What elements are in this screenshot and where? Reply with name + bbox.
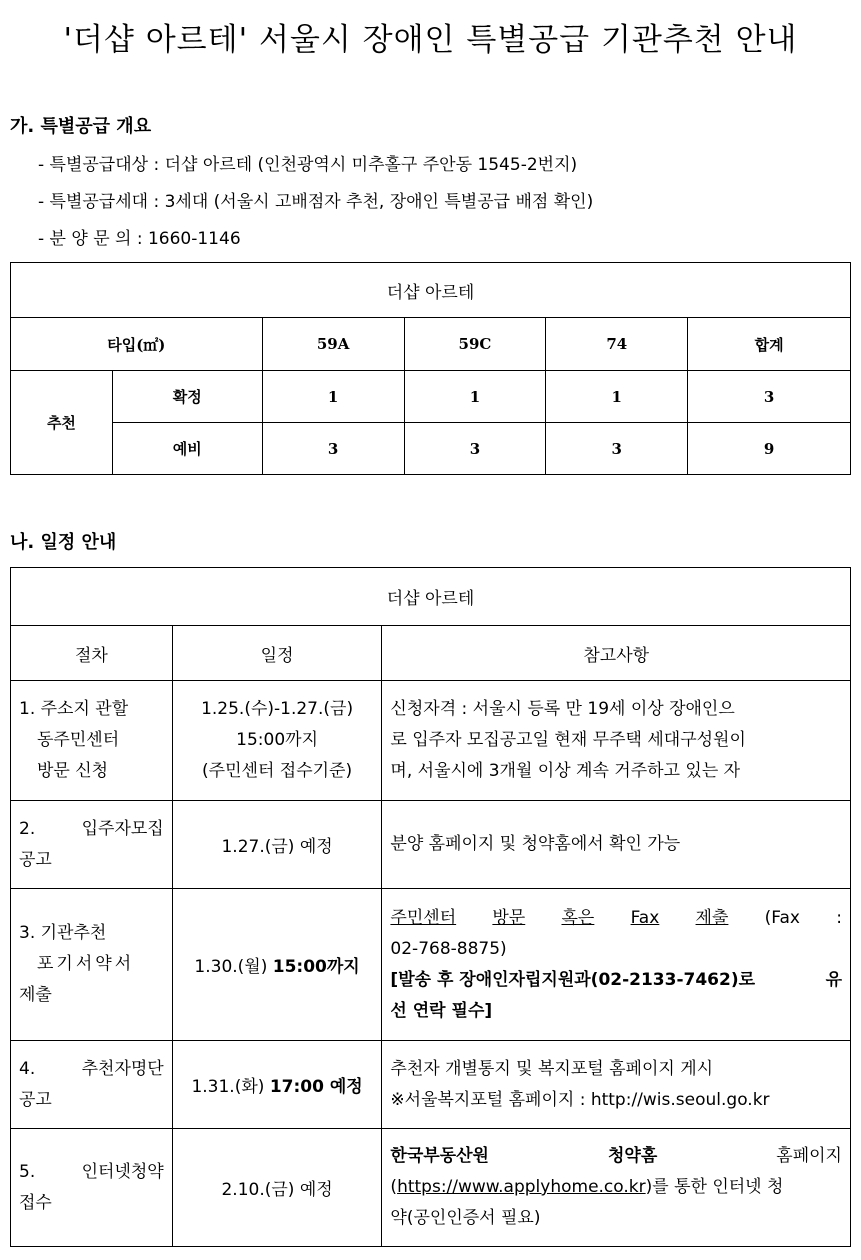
info-contact: - 분 양 문 의 : 1660-1146 [38, 229, 241, 249]
note-text: 청약홈 [607, 1146, 658, 1166]
header-step: 절차 [11, 626, 173, 681]
note-text: 혹은 [561, 907, 595, 928]
note-text: (Fax [764, 907, 800, 928]
table-row [11, 889, 851, 1041]
step-text: 5. [19, 1161, 36, 1182]
header-note: 참고사항 [382, 626, 851, 681]
note-text: 추천자 개별통지 및 복지포털 홈페이지 게시 [390, 1058, 714, 1079]
col-59c: 59C [404, 318, 546, 371]
note-text: ( [390, 1177, 398, 1197]
supply-table [10, 262, 851, 475]
note-text: 선 연락 필수] [390, 1000, 493, 1021]
date-text: 2.10.(금) 예정 [172, 1129, 382, 1247]
date-text: 15:00까지 [236, 730, 318, 750]
col-74: 74 [546, 318, 688, 371]
info-target: - 특별공급대상 : 더샵 아르테 (인천광역시 미추홀구 주안동 1545-2번지) [38, 155, 578, 175]
table-row [11, 1129, 851, 1247]
note-text: 신청자격 : 서울시 등록 만 19세 이상 장애인으 [390, 699, 735, 719]
step-text: 공고 [19, 849, 52, 870]
schedule-table [10, 567, 851, 1247]
step-text: 인터넷청약 [81, 1161, 164, 1182]
date-text: (주민센터 접수기준) [202, 761, 353, 781]
cell-value: 3 [404, 423, 546, 475]
col-total: 합계 [688, 318, 851, 371]
section-b-heading: 나. 일정 안내 [10, 532, 117, 553]
date-text: 1.27.(금) 예정 [172, 801, 382, 889]
note-text: : [836, 907, 842, 928]
step-text: 제출 [19, 985, 52, 1005]
step-text: 4. [19, 1058, 36, 1079]
applyhome-link[interactable]: https://www.applyhome.co.kr [397, 1177, 646, 1197]
date-text: 1.31.(화) [191, 1077, 265, 1097]
row-group-label: 추천 [11, 371, 113, 475]
note-text: Fax [630, 907, 660, 928]
fax-number: 02-768-8875) [390, 938, 507, 959]
note-text: )를 통한 인터넷 청 [645, 1177, 784, 1197]
note-text: 분양 홈페이지 및 청약홈에서 확인 가능 [382, 801, 851, 889]
info-units: - 특별공급세대 : 3세대 (서울시 고배점자 추천, 장애인 특별공급 배점 확인) [38, 192, 594, 212]
note-text: 유 [825, 969, 842, 990]
cell-value: 1 [546, 371, 688, 423]
step-text: 동주민센터 [37, 730, 120, 750]
note-text: 홈페이지 [776, 1146, 842, 1166]
date-deadline: 17:00 예정 [269, 1077, 363, 1097]
step-text: 3. 기관추천 [19, 923, 107, 943]
page-title: '더샵 아르테' 서울시 장애인 특별공급 기관추천 안내 [63, 22, 798, 58]
step-text: 1. 주소지 관할 [19, 699, 129, 719]
step-text: 접수 [19, 1192, 52, 1213]
header-date: 일정 [172, 626, 382, 681]
step-text: 방문 신청 [37, 761, 109, 781]
note-text: 약(공인인증서 필요) [390, 1208, 541, 1228]
row-label-confirmed: 확정 [112, 371, 262, 423]
supply-table-title: 더샵 아르테 [11, 263, 851, 318]
note-text: 한국부동산원 [390, 1146, 489, 1166]
step-text: 추천자명단 [81, 1058, 164, 1079]
date-deadline: 15:00까지 [272, 957, 360, 977]
table-row [11, 801, 851, 889]
type-label: 타입(㎡) [11, 318, 263, 371]
step-text: 입주자모집 [81, 818, 164, 839]
note-text: [발송 후 장애인자립지원과(02-2133-7462)로 [390, 969, 756, 990]
cell-value: 9 [688, 423, 851, 475]
row-label-reserve: 예비 [112, 423, 262, 475]
note-text: ※서울복지포털 홈페이지 : http://wis.seoul.go.kr [390, 1089, 770, 1110]
note-text: 주민센터 [390, 907, 457, 928]
step-text: 2. [19, 818, 36, 839]
table-row [11, 1041, 851, 1129]
table-row [11, 681, 851, 801]
step-text: 공고 [19, 1089, 52, 1110]
date-text: 1.30.(월) [194, 957, 268, 977]
note-text: 제출 [695, 907, 729, 928]
note-text: 방문 [492, 907, 526, 928]
col-59a: 59A [262, 318, 404, 371]
cell-value: 1 [404, 371, 546, 423]
cell-value: 3 [688, 371, 851, 423]
cell-value: 1 [262, 371, 404, 423]
note-text: 며, 서울시에 3개월 이상 계속 거주하고 있는 자 [390, 761, 741, 781]
date-text: 1.25.(수)-1.27.(금) [201, 699, 354, 719]
cell-value: 3 [262, 423, 404, 475]
schedule-table-title: 더샵 아르테 [11, 568, 851, 626]
note-text: 로 입주자 모집공고일 현재 무주택 세대구성원이 [390, 730, 746, 750]
step-text: 포기서약서 [37, 954, 135, 974]
cell-value: 3 [546, 423, 688, 475]
section-a-heading: 가. 특별공급 개요 [10, 116, 152, 137]
